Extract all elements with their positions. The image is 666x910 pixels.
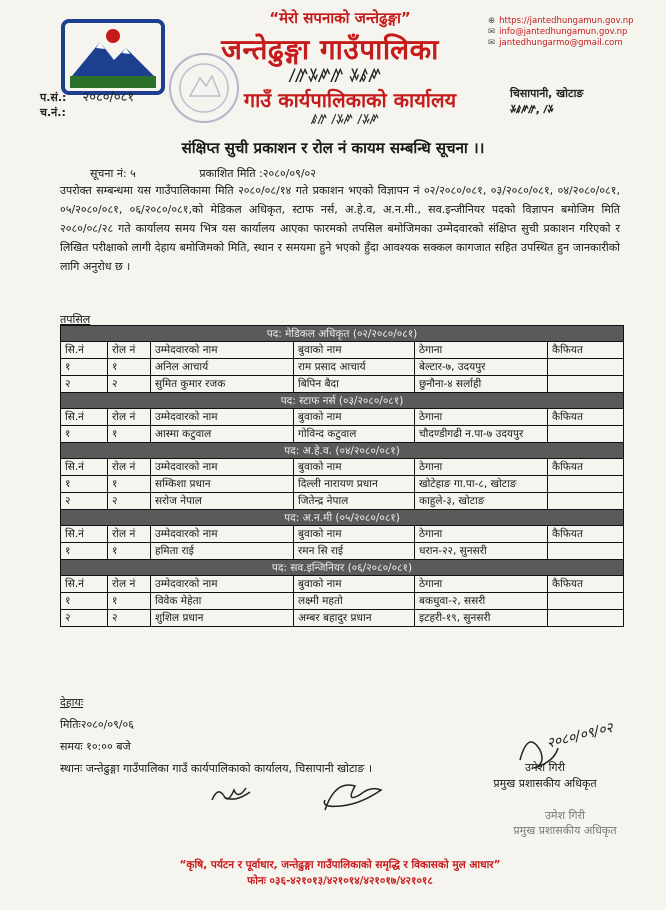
section-title: पद: सव.इन्जिनियर (०६/२०८०/०८१) [61, 560, 624, 576]
table-cell: गोविन्द कटुवाल [294, 426, 415, 443]
place-name: चिसापानी, खोटाङ [510, 87, 584, 100]
table-cell: १ [108, 593, 151, 610]
signature-2 [324, 785, 381, 810]
table-cell: चौदण्डीगढी न.पा-७ उदयपुर [415, 426, 548, 443]
table-cell: अनिल आचार्य [151, 359, 294, 376]
column-header: सि.नं [61, 576, 108, 593]
column-header: कैफियत [548, 459, 624, 476]
signature-date: २०८०/०९/०२ [545, 719, 615, 752]
table-cell: जितेन्द्र नेपाल [294, 493, 415, 510]
footer-phone: फोनः ०३६-४२१०१३/४२१०१४/४२१०१७/४२१०१८ [247, 875, 433, 887]
column-header: ठेगाना [415, 342, 548, 359]
table-cell: १ [61, 359, 108, 376]
ref-label-2: च.नं.: [40, 106, 66, 119]
notice-number: सूचना नं: ५ [90, 167, 136, 180]
column-header: उम्मेदवारको नाम [151, 576, 294, 593]
column-header: रोल नं [108, 576, 151, 593]
table-cell: २ [108, 376, 151, 393]
table-cell: बेल्टार-७, उदयपुर [415, 359, 548, 376]
table-cell: राम प्रसाद आचार्य [294, 359, 415, 376]
column-header: रोल नं [108, 526, 151, 543]
exam-venue: स्थानः जन्तेढुङ्गा गाउँपालिका गाउँ कार्यपालिकाको कार्यालय, चिसापानी खोटाङ । [60, 762, 373, 775]
column-header: बुवाको नाम [294, 576, 415, 593]
column-header: कैफियत [548, 409, 624, 426]
column-header: ठेगाना [415, 459, 548, 476]
section-title: पद: स्टाफ नर्स (०३/२०८०/०८१) [61, 393, 624, 409]
ref-value-1: २०८०/०८१ [82, 90, 135, 105]
column-header: बुवाको नाम [294, 342, 415, 359]
section-title: पद: अ.हे.व. (०४/२०८०/०८१) [61, 443, 624, 459]
stamp-name: उमेश गिरी [545, 809, 585, 822]
column-header: सि.नं [61, 342, 108, 359]
column-header: रोल नं [108, 409, 151, 426]
table-cell: रमन सि राई [294, 543, 415, 560]
table-cell: १ [61, 593, 108, 610]
table-cell: हमिता राई [151, 543, 294, 560]
table-cell: बिपिन बैदा [294, 376, 415, 393]
globe-icon: ⊕ [488, 16, 496, 26]
column-header: उम्मेदवारको नाम [151, 526, 294, 543]
table-cell: खोटेहाङ गा.पा-८, खोटाङ [415, 476, 548, 493]
table-cell: २ [61, 610, 108, 627]
table-cell: इटहरी-१९, सुनसरी [415, 610, 548, 627]
contact-email[interactable]: ✉ info@jantedhungamun.gov.np [488, 27, 628, 37]
schedule-heading: देहायः [60, 696, 84, 709]
table-cell: अम्बर बहादुर प्रधान [294, 610, 415, 627]
contact-email-2[interactable]: ✉ jantedhungarmo@gmail.com [488, 38, 623, 48]
mail-icon: ✉ [488, 27, 496, 37]
table-cell: २ [61, 493, 108, 510]
column-header: ठेगाना [415, 526, 548, 543]
table-cell: धरान-२२, सुनसरी [415, 543, 548, 560]
table-cell: सुमित कुमार रजक [151, 376, 294, 393]
table-cell: बकधुवा-२, ससरी [415, 593, 548, 610]
column-header: कैफियत [548, 576, 624, 593]
name-stamp [510, 808, 620, 838]
signature-1 [212, 788, 250, 800]
table-cell: २ [108, 493, 151, 510]
table-cell: १ [61, 543, 108, 560]
column-header: कैफियत [548, 526, 624, 543]
column-header: रोल नं [108, 459, 151, 476]
exam-time: समयः १०:०० बजे [60, 740, 131, 753]
table-cell: १ [108, 426, 151, 443]
column-header: बुवाको नाम [294, 459, 415, 476]
table-cell: २ [61, 376, 108, 393]
table-cell: २ [108, 610, 151, 627]
signatory-designation: प्रमुख प्रशासकीय अधिकृत [493, 777, 597, 790]
column-header: सि.नं [61, 526, 108, 543]
table-cell: शुशिल प्रधान [151, 610, 294, 627]
column-header: उम्मेदवारको नाम [151, 342, 294, 359]
section-title: पद: मेडिकल अधिकृत (०२/२०८०/०८१) [61, 326, 624, 342]
table-cell: लक्ष्मी महतो [294, 593, 415, 610]
office-name: गाउँ कार्यपालिकाको कार्यालय [243, 88, 457, 112]
column-header: कैफियत [548, 342, 624, 359]
exam-date: मितिः२०८०/०९/०६ [60, 718, 134, 731]
table-cell: काहुले-३, खोटाङ [415, 493, 548, 510]
published-date: प्रकाशित मिति :२०८०/०९/०२ [199, 167, 316, 180]
table-cell: छुनौना-४ सर्लाही [415, 376, 548, 393]
stamp-designation: प्रमुख प्रशासकीय अधिकृत [513, 824, 617, 837]
table-cell: १ [108, 359, 151, 376]
place-name-script: ꤸꤹꤺꤼ, ꤷꤸ [510, 103, 554, 116]
footer-motto: “कृषि, पर्यटन र पूर्वाधार, जन्तेढुङ्गा गाउँपालिकाको समृद्धि र विकासको मुल आधार” [179, 859, 501, 871]
column-header: सि.नं [61, 409, 108, 426]
section-title: पद: अ.न.मी (०५/२०८०/०८१) [61, 510, 624, 526]
signature-block [470, 760, 620, 792]
signatory-name: उमेश गिरी [525, 761, 565, 774]
column-header: रोल नं [108, 342, 151, 359]
column-header: बुवाको नाम [294, 409, 415, 426]
org-name-script: ꤷꤼꤸꤺꤼ ꤸꤹꤺ [288, 65, 381, 87]
slogan: “मेरो सपनाको जन्तेढुङ्गा” [269, 9, 411, 27]
contact-website[interactable]: ⊕ https://jantedhungamun.gov.np [488, 16, 634, 26]
ref-label-1: प.सं.: [40, 91, 67, 104]
notice-body: उपरोक्त सम्बन्धमा यस गाउँपालिकामा मिति २०८०/०८/१४ गते प्रकाशन भएको विज्ञापन नं ०२/२०८०/०८१, ०३/२०८०/०८१, ०४/२०८०/०८१, ०५/२०८०/०८१, ०६/२०८०/०८१,को मेडिकल अधिकृत, स्टाफ नर्स, अ.हे.व, अ.न.मी., सव.इन्जीनियर पदको विज्ञापन बमोजिम मिति २०८०/०८/२८ गते कार्यालय समय भित्र यस कार्यालय आएका फारमको तपसिल बमोजिमका उम्मेदवारको संक्षिप्त सुची प्रकाशन गरिएको र लिखित परीक्षाको लागी देहाय बमोजिमको मिति, स्थान र समयमा हुने भएको हुँदा आवश्यक सक्कल कागजात सहित उपस्थित हुन जानकारीको लागि अनुरोध छ । [60, 184, 620, 273]
column-header: उम्मेदवारको नाम [151, 409, 294, 426]
column-header: ठेगाना [415, 409, 548, 426]
column-header: सि.नं [61, 459, 108, 476]
table-cell: १ [108, 476, 151, 493]
notice-title: संक्षिप्त सुची प्रकाशन र रोल नं कायम सम्बन्धि सूचना ।। [181, 139, 485, 157]
column-header: बुवाको नाम [294, 526, 415, 543]
office-name-script: ꤹꤼ ꤷꤸꤺ ꤷꤸꤺ [311, 112, 379, 128]
column-header: ठेगाना [415, 576, 548, 593]
table-cell: १ [61, 476, 108, 493]
details-heading: तपसिल [60, 313, 91, 326]
table-cell: दिल्ली नारायण प्रधान [294, 476, 415, 493]
table-cell: १ [61, 426, 108, 443]
table-cell: आस्मा कटुवाल [151, 426, 294, 443]
table-cell: विवेक मेहेता [151, 593, 294, 610]
table-cell: सम्किशा प्रधान [151, 476, 294, 493]
table-cell: सरोज नेपाल [151, 493, 294, 510]
column-header: उम्मेदवारको नाम [151, 459, 294, 476]
mail-icon: ✉ [488, 38, 496, 48]
table-cell: १ [108, 543, 151, 560]
org-name: जन्तेढुङ्गा गाउँपालिका [221, 33, 439, 66]
